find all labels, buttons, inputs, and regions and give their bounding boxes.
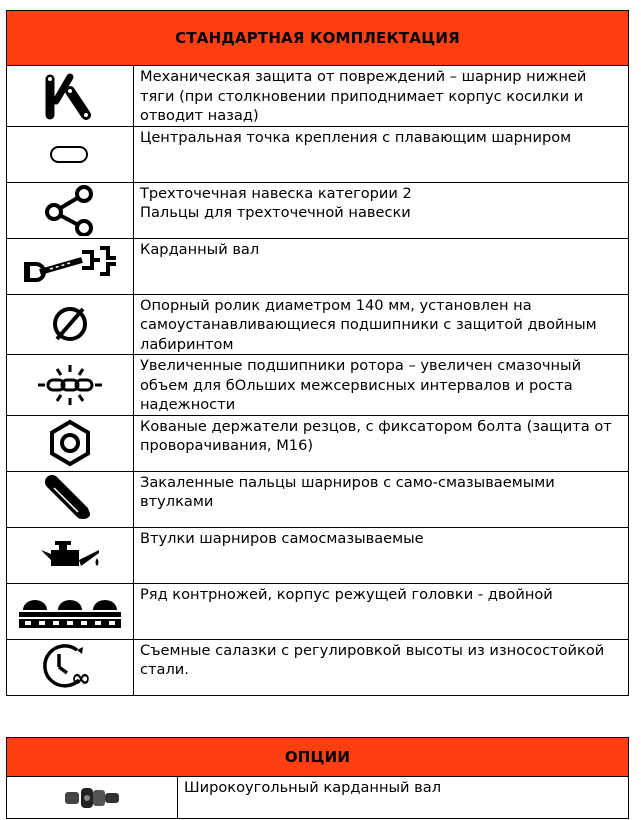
feature-text: Закаленные пальцы шарниров с само-смазываемыми втулками xyxy=(134,471,629,527)
option-text: Широкоугольный карданный вал xyxy=(178,777,629,819)
oil-can-icon xyxy=(35,530,105,580)
options-header: ОПЦИИ xyxy=(7,738,629,777)
feature-text: Увеличенные подшипники ротора – увеличен смазочный объем для бОльших межсервисных интервалов и роста надежности xyxy=(134,355,629,416)
feature-line: Трехточечная навеска категории 2 xyxy=(140,184,412,202)
table-row xyxy=(7,355,629,416)
table-row xyxy=(7,527,629,583)
floating-hitch-icon xyxy=(45,139,95,169)
table-row xyxy=(7,415,629,471)
hardened-pin-icon xyxy=(40,474,100,524)
feature-text: Карданный вал xyxy=(134,238,629,294)
feature-text xyxy=(134,182,629,238)
table-row xyxy=(7,777,629,819)
feature-text: Центральная точка крепления с плавающим шарниром xyxy=(134,126,629,182)
wear-clock-icon xyxy=(37,640,103,694)
bearing-chain-icon xyxy=(35,360,105,410)
feature-text: Съемные салазки с регулировкой высоты из износостойкой стали. xyxy=(134,639,629,695)
counter-knives-icon xyxy=(15,588,125,634)
table-row xyxy=(7,583,629,639)
table-row xyxy=(7,182,629,238)
feature-line: Пальцы для трехточечной навески xyxy=(140,204,411,221)
feature-text: Втулки шарниров самосмазываемые xyxy=(134,527,629,583)
wide-angle-pto-icon xyxy=(57,780,127,816)
table-row xyxy=(7,126,629,182)
hex-nut-icon xyxy=(45,418,95,468)
pto-shaft-icon xyxy=(20,240,120,292)
svg-text:∞: ∞ xyxy=(71,664,91,692)
feature-text: Опорный ролик диаметром 140 мм, установлен на самоустанавливающиеся подшипники с защитой двойным лабиринтом xyxy=(134,294,629,355)
mechanical-protection-icon xyxy=(40,71,100,121)
diameter-icon xyxy=(45,299,95,349)
table-row xyxy=(7,238,629,294)
table-row xyxy=(7,471,629,527)
three-point-hitch-icon xyxy=(40,184,100,236)
feature-text: Кованые держатели резцов, с фиксатором болта (защита от проворачивания, М16) xyxy=(134,415,629,471)
table-row xyxy=(7,66,629,127)
feature-text: Ряд контрножей, корпус режущей головки - двойной xyxy=(134,583,629,639)
table-row xyxy=(7,294,629,355)
standard-equipment-table xyxy=(6,10,629,696)
table-row xyxy=(7,639,629,695)
options-table xyxy=(6,737,629,819)
feature-text: Механическая защита от повреждений – шарнир нижней тяги (при столкновении приподнимает корпус косилки и отводит назад) xyxy=(134,66,629,127)
standard-header: СТАНДАРТНАЯ КОМПЛЕКТАЦИЯ xyxy=(7,11,629,66)
